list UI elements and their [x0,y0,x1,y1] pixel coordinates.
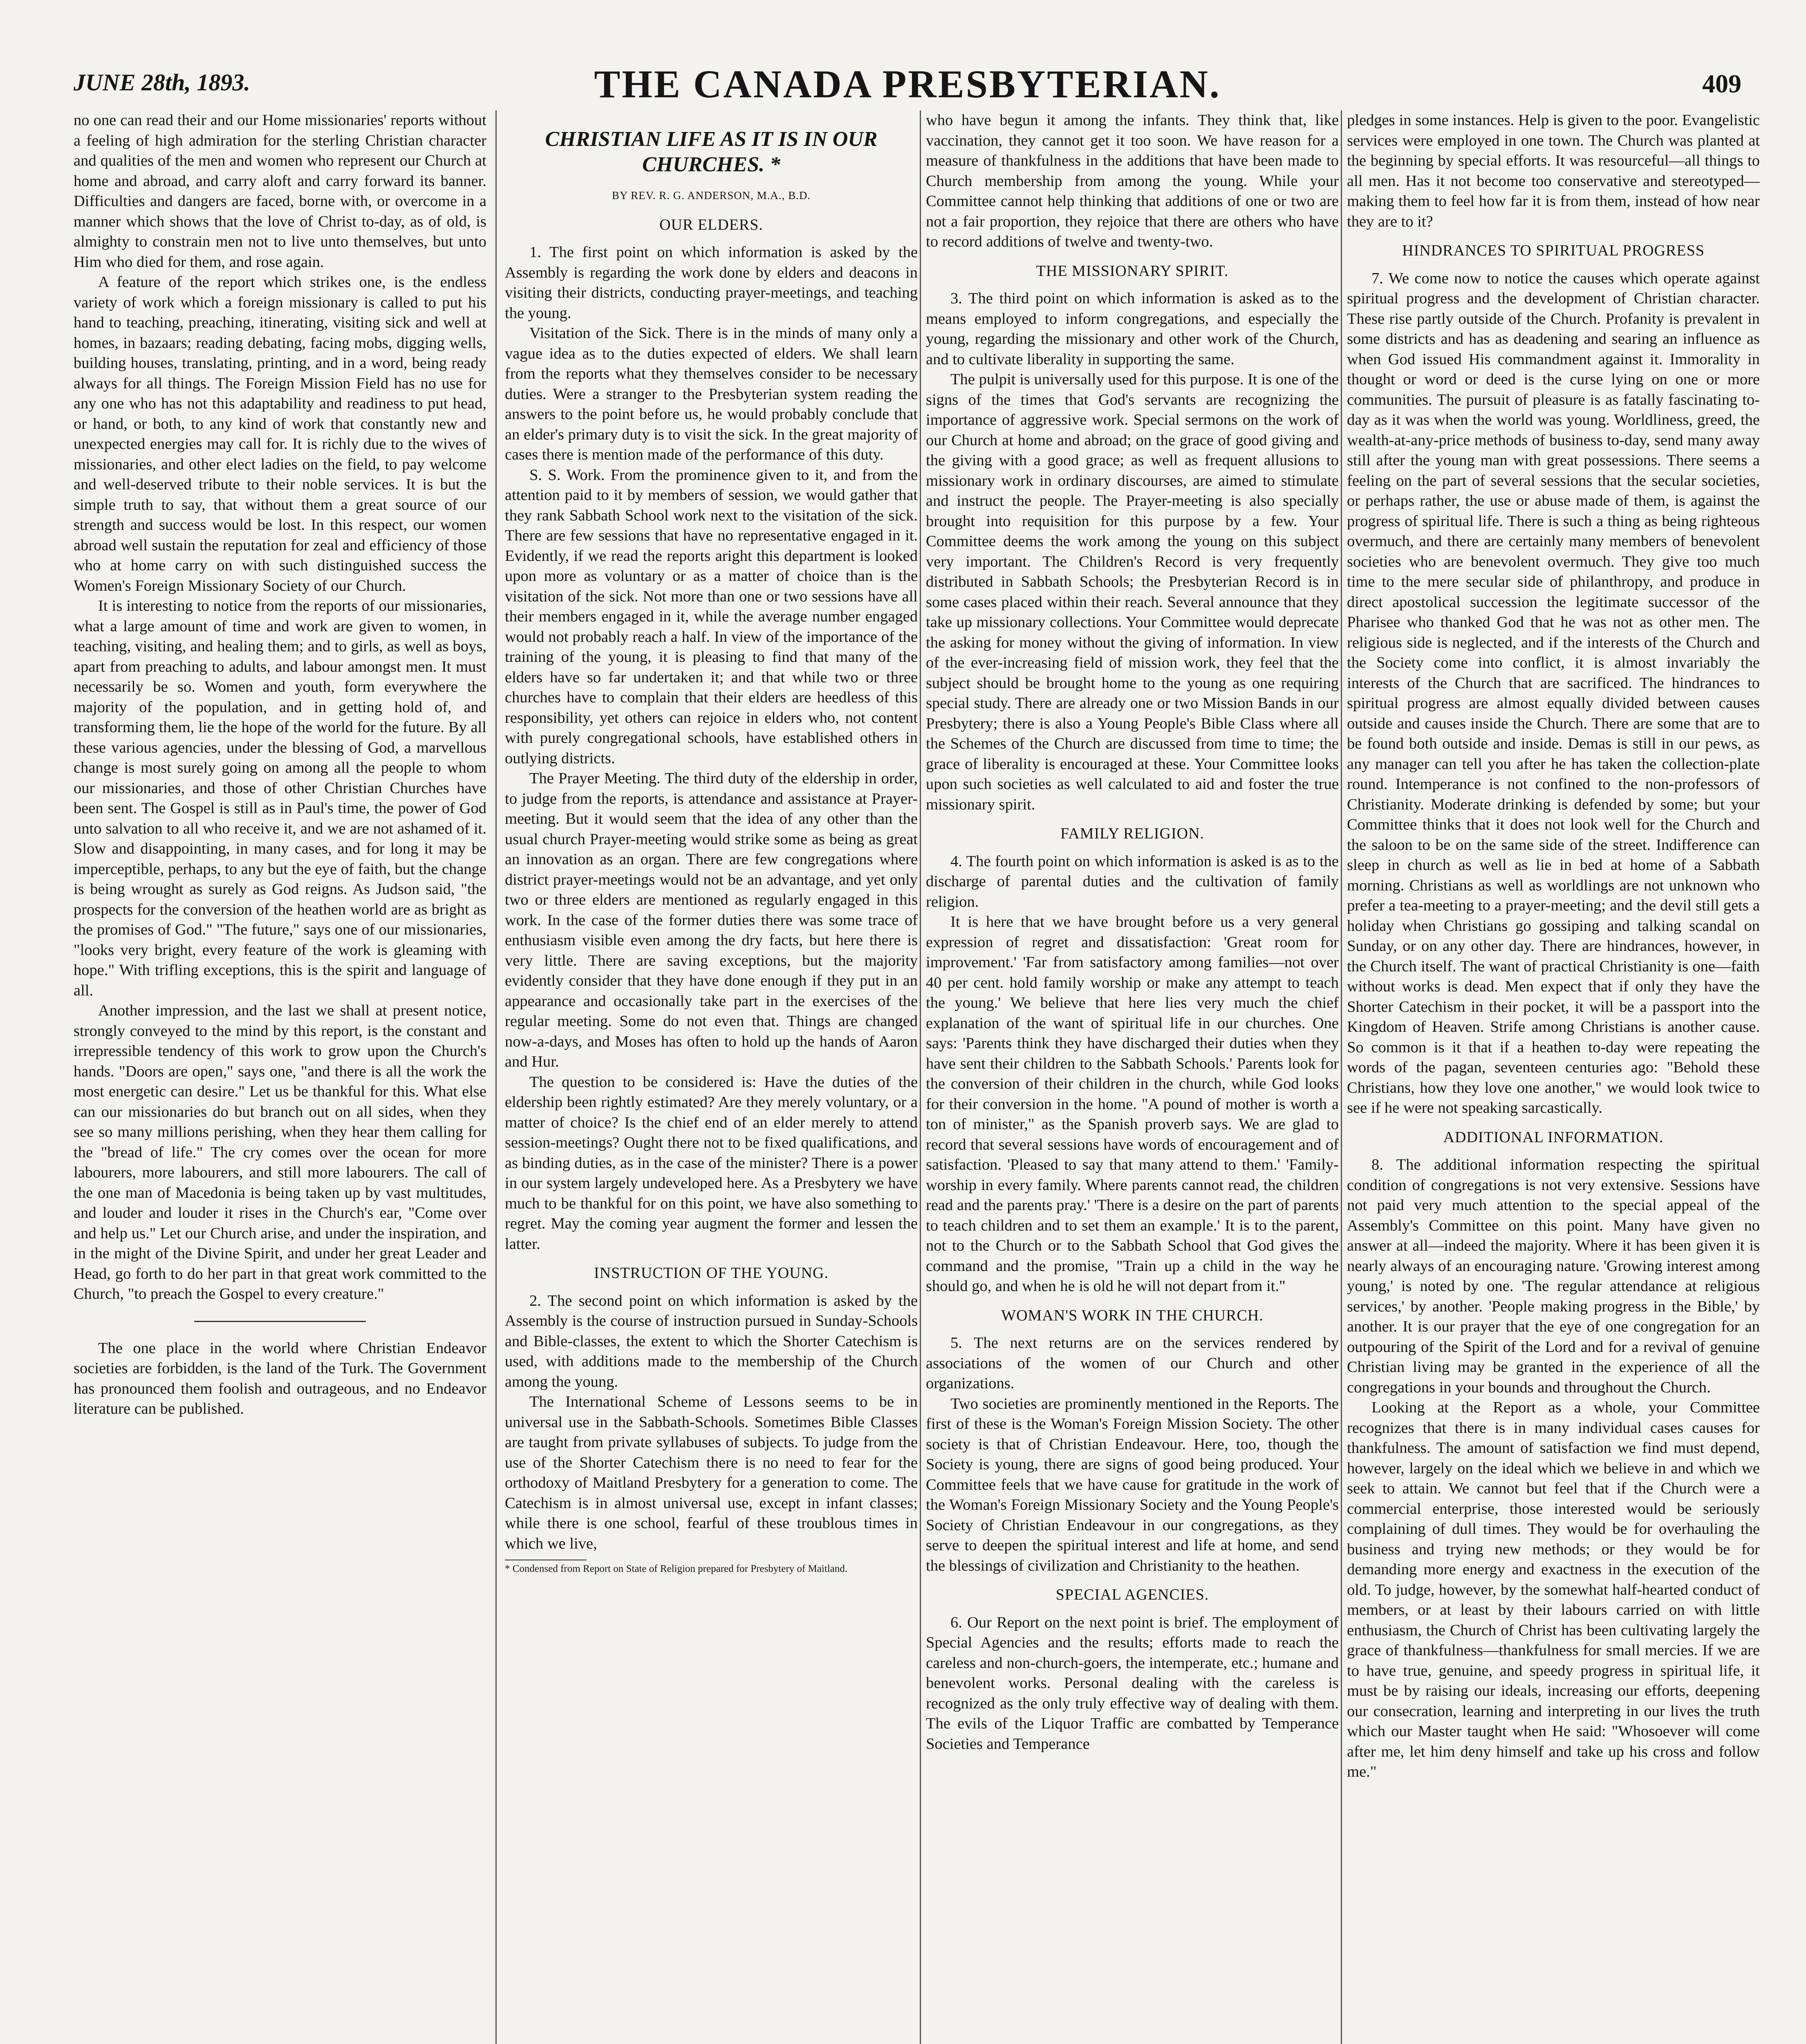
paragraph: 6. Our Report on the next point is brief. The employment of Special Agencies and the results; efforts made to reach the careless and non-church-goers, the intemperate, etc.; humane and benevolent works. Personal dealing with the careless is recognized as the only truly effective way of dealing with them. The evils of the Liquor Traffic are combatted by Temperance Societies and Temperance [926,1614,1339,1753]
paragraph: S. S. Work. From the prominence given to it, and from the attention paid to it by members of session, we would gather that they rank Sabbath School work next to the visitation of the sick. There are few sessions that have no representative engaged in it. Evidently, if we read the reports aright this department is looked upon more as voluntary or as a matter of choice than is the visitation of the sick. Not more than one or two sessions have all their members engaged in it, while the average number engaged would not probably reach a half. In view of the importance of the training of the young, it is pleasing to find that many of the elders have so far undertaken it; and that while two or three churches have to complain that their elders are heedless of this responsibility, yet others can rejoice in elders who, not content with purely congregational schools, have established others in outlying districts. [505,466,918,767]
section-rule [194,1321,366,1322]
paragraph: 8. The additional information respecting the spiritual condition of congregations is not very extensive. Sessions have not paid very much attention to the special appeal of the Assembly's Committee on this point. Many have given no answer at all—indeed the majority. Where it has been given it is nearly always of an encouraging nature. 'Growing interest among young,' is noted by one. 'The regular attendance at religious services,' by another. 'People making progress in the Bible,' by another. It is our prayer that the eye of one congregation for an outpouring of the Spirit of the Lord and for a revival of genuine Christian living may be granted in the experience of all the congregations in your bounds and throughout the Church. [1347,1156,1760,1396]
paragraph: 1. The first point on which information is asked by the Assembly is regarding the work done by elders and deacons in visiting their districts, conducting prayer-meetings, and teaching the young. [505,244,918,322]
footnote: * Condensed from Report on State of Religion prepared for Presbytery of Maitland. [505,1563,848,1574]
section-heading: THE MISSIONARY SPIRIT. [1036,262,1229,280]
paragraph: 5. The next returns are on the services rendered by associations of the women of our Church and other organizations. [926,1334,1339,1392]
column-divider [495,110,497,2044]
paragraph: It is here that we have brought before us a very general expression of regret and dissatisfaction: 'Great room for improvement.' 'Far from satisfactory among families—not over 40 per cent. hold family worship or make any attempt to teach the young.' We believe that here lies very much the chief explanation of the want of spiritual life in our churches. One says: 'Parents think they have discharged their duties when they have sent their children to the Sabbath Schools.' Parents look for the conversion of their children in the church, while God looks for their conversion in the home. "A pound of mother is worth a ton of minister," as the Spanish proverb says. We are glad to record that several sessions have words of encouragement and of satisfaction. 'Pleased to say that many attend to them.' 'Family-worship in every family. Where parents cannot read, the children read and the parents pray.' 'There is a desire on the part of parents to teach children and to set them an example.' It is to the parent, not to the Church or to the Sabbath School that God gives the command and the promise, "Train up a child in the way he should go, and when he is old he will not depart from it." [926,913,1339,1295]
page-number: 409 [1702,69,1741,98]
paragraph: The Prayer Meeting. The third duty of the eldership in order, to judge from the reports, is attendance and assistance at Prayer-meeting. But it would seem that the idea of any other than the usual church Prayer-meeting would strike some as being as great an innovation as an organ. There are few congregations where district prayer-meetings would not be an advantage, and yet only two or three elders are mentioned as regularly engaged in this work. In the case of the former duties there was some trace of enthusiasm visible even among the dry facts, but here there is very little. There are saving exceptions, but the majority evidently consider that they have done enough if they put in an appearance and occasionally take part in the exercises of the regular meeting. Some do not even that. Things are changed now-a-days, and Moses has often to hold up the hands of Aaron and Hur. [505,770,918,1070]
column-divider [920,110,921,2044]
newspaper-title: THE CANADA PRESBYTERIAN. [594,62,1221,106]
column-4 [1347,110,1760,2044]
section-heading: FAMILY RELIGION. [1060,825,1205,842]
paragraph: no one can read their and our Home missionaries' reports without a feeling of high admiration for the sterling Christian character and qualities of the men and women who represent our Church at home and abroad, and carry aloft and carry forward its banner. Difficulties and dangers are faced, borne with, or overcome in a manner which shows that the love of Christ to-day, as of old, is almighty to constrain men not to live unto themselves, but unto Him who died for them, and rose again. [74,112,486,271]
section-heading: ADDITIONAL INFORMATION. [1443,1128,1664,1146]
paragraph: who have begun it among the infants. They think that, like vaccination, they cannot get it too soon. We have reason for a measure of thankfulness in the additions that have been made to Church membership from among the young. While your Committee cannot help thinking that additions of one or two are not a fair proportion, they rejoice that there are others who have to record additions of twelve and twenty-two. [926,112,1339,250]
paragraph: Another impression, and the last we shall at present notice, strongly conveyed to the mind by this report, is the constant and irrepressible tendency of this work to grow upon the Church's hands. "Doors are open," says one, "and there is all the work the most energetic can desire." Let us be thankful for this. What else can our missionaries do but branch out on all sides, when they see so many millions perishing, when they hear them calling for the "bread of life." The cry comes over the ocean for more labourers, more labourers, and still more labourers. The call of the one man of Macedonia is being taken up by vast multitudes, and louder and louder it rises in the Church's ear, "Come over and help us." Let our Church arise, and under the inspiration, and in the might of the Divine Spirit, and under her great Leader and Head, go forth to do her part in that great work committed to the Church, "to preach the Gospel to every creature." [74,1002,486,1302]
paragraph: The International Scheme of Lessons seems to be in universal use in the Sabbath-Schools. Sometimes Bible Classes are taught from private syllabuses of subjects. To judge from the use of the Shorter Catechism there is no need to fear for the orthodoxy of Maitland Presbytery for a generation to come. The Catechism is in almost universal use, except in infant classes; while there is one school, fearful of these troublous times in which we live, [505,1393,918,1552]
masthead [74,61,1741,110]
paragraph: It is interesting to notice from the reports of our missionaries, what a large amount of time and work are given to women, in teaching, visiting, and healing them; and to girls, as well as boys, apart from preaching to adults, and labour amongst men. It must necessarily be so. Women and youth, form everywhere the majority of the population, and in getting hold of, and transforming them, lie the hope of the world for the future. By all these various agencies, under the blessing of God, a marvellous change is most surely going on among all the people to whom our missionaries, and those of other Christian Churches have been sent. The Gospel is still as in Paul's time, the power of God unto salvation to all who receive it, and we are not ashamed of it. Slow and disappointing, in many cases, and for long it may be imperceptible, perhaps, to any but the eye of faith, but the change is being wrought as surely as God reigns. As Judson said, "the prospects for the conversion of the heathen world are as bright as the promises of God." "The future," says one of our missionaries, "looks very bright, every feature of the work is gleaming with hope." With trifling exceptions, this is the spirit and language of all. [74,597,486,999]
paragraph: 2. The second point on which information is asked by the Assembly is the course of instruction pursued in Sunday-Schools and Bible-classes, the extent to which the Shorter Catechism is used, with additions made to the membership of the Church among the young. [505,1292,918,1390]
section-heading: WOMAN'S WORK IN THE CHURCH. [1001,1307,1264,1324]
paragraph: pledges in some instances. Help is given to the poor. Evangelistic services were employed in one town. The Church was planted at the beginning by special efforts. It was resourceful—all things to all men. Has it not become too conservative and stereotyped—making them to feel how far it is from them, instead of how near they are to it? [1347,112,1760,230]
section-heading: OUR ELDERS. [659,216,763,233]
column-2 [505,110,918,2044]
paragraph: Looking at the Report as a whole, your Committee recognizes that there is in many individual cases causes for thankfulness. The amount of satisfaction we find must depend, however, largely on the ideal which we believe in and which we seek to attain. We cannot but feel that if the Church were a commercial enterprise, those interested would be seriously complaining of dull times. They would be for overhauling the business and trying new methods; or they would be for demanding more energy and exactness in the execution of the old. To judge, however, by the somewhat half-hearted conduct of members, or at least by their labours carried on with little enthusiasm, the Church of Christ has been cultivating largely the grace of thankfulness—thankfulness for small mercies. If we are to have true, genuine, and speedy progress in spiritual life, it must be by raising our ideals, increasing our efforts, deepening our consecration, learning and interpreting in our lives the truth which our Master taught when He said: "Whosoever will come after me, let him deny himself and take up his cross and follow me." [1347,1399,1760,1780]
paragraph: Visitation of the Sick. There is in the minds of many only a vague idea as to the duties expected of elders. We shall learn from the reports what they themselves consider to be necessary duties. Were a stranger to the Presbyterian system reading the answers to the point before us, he would probably conclude that an elder's primary duty is to visit the sick. In the great majority of cases there is mention made of the performance of this duty. [505,325,918,463]
article-byline: BY REV. R. G. ANDERSON, M.A., B.D. [612,189,811,202]
section-heading: SPECIAL AGENCIES. [1055,1586,1209,1603]
paragraph: The pulpit is universally used for this purpose. It is one of the signs of the times that God's servants are recognizing the importance of aggressive work. Special sermons on the work of our Church at home and abroad; on the grace of good giving and the giving with a good grace; as well as frequent allusions to missionary work in ordinary discourses, are aimed to stimulate and instruct the people. The Prayer-meeting is also specially brought into requisition for this purpose by a few. Your Committee deems the work among the young on this subject very important. The Children's Record is very frequently distributed in Sabbath Schools; the Presbyterian Record is in some cases placed within their reach. Several announce that they take up missionary collections. Your Committee would deprecate the asking for money without the giving of information. In view of the ever-increasing field of mission work, they feel that the subject should be brought home to the young as one requiring special study. There are already one or two Mission Bands in our Presbytery; there is also a Young People's Bible Class where all the Schemes of the Church are discussed from time to time; the grace of liberality is encouraged at these. Your Committee looks upon such societies as well calculated to aid and foster the true missionary spirit. [926,371,1339,813]
column-3 [926,110,1339,2044]
article-title: CHRISTIAN LIFE AS IT IS IN OUR CHURCHES. * [545,128,878,176]
paragraph: The one place in the world where Christian Endeavor societies are forbidden, is the land of the Turk. The Government has pronounced them foolish and outrageous, and no Endeavor literature can be published. [74,1339,486,1417]
paragraph: Two societies are prominently mentioned in the Reports. The first of these is the Woman's Foreign Mission Society. The other society is that of Christian Endeavour. Here, too, though the Society is young, there are signs of good being produced. Your Committee feels that we have cause for gratitude in the work of the Woman's Foreign Missionary Society and the Young People's Society of Christian Endeavour in our congregations, as they serve to deepen the spiritual interest and life at home, and send the blessings of civilization and Christianity to the heathen. [926,1395,1339,1574]
paragraph: 3. The third point on which information is asked as to the means employed to inform congregations, and especially the young, regarding the missionary and other work of the Church, and to cultivate liberality in supporting the same. [926,290,1339,368]
section-heading: INSTRUCTION OF THE YOUNG. [594,1264,829,1282]
paragraph: 4. The fourth point on which information is asked is as to the discharge of parental duties and the cultivation of family religion. [926,852,1339,910]
paragraph: The question to be considered is: Have the duties of the eldership been rightly estimated? Are they merely voluntary, or a matter of choice? Is the chief end of an elder merely to attend session-meetings? Ought there not to be fixed qualifications, and as binding duties, as in the case of the minister? There is a power in our system largely undeveloped here. As a Presbytery we have much to be thankful for on this point, we have also something to regret. May the coming year augment the former and lessen the latter. [505,1073,918,1253]
paragraph: 7. We come now to notice the causes which operate against spiritual progress and the development of Christian character. These rise partly outside of the Church. Profanity is prevalent in some districts and has as deadening and searing an influence as when God issued His commandment against it. Immorality in thought or word or deed is the curse lying on one or more communities. The pursuit of pleasure is as fatally fascinating to-day as it was when the world was young. Worldliness, greed, the wealth-at-any-price methods of business to-day, send many away still after the young man with great possessions. There seems a feeling on the part of several sessions that the secular societies, or perhaps rather, the use or abuse made of them, is against the progress of spiritual life. There is such a thing as being righteous overmuch, and there are certainly many members of benevolent societies who are benevolent overmuch. They give too much time to the mere secular side of philanthropy, and produce in direct apostolical succession the legitimate successor of the Pharisee who thanked God that he was not as other men. The religious side is neglected, and if the interests of the Church and the Society come into conflict, it is almost invariably the interests of the Church that are sacrificed. The hindrances to spiritual progress are almost equally divided between causes outside and causes inside the Church. There are some that are to be found both outside and inside. Demas is still in our pews, as any manager can tell you after he has taken the collection-plate round. Intemperance is not confined to the non-professors of Christianity. Moderate drinking is defended by some; but your Committee thinks that it does not look well for the Church and the saloon to be on the same side of the street. Indifference can sleep in church as well as lie in bed at home of a Sabbath morning. Christians as well as worldlings are not unknown who prefer a tea-meeting to a prayer-meeting; and the devil still gets a holiday when Christians go gossiping and talking scandal on Sunday, or on any other day. There are hindrances, however, in the Church itself. The want of practical Christianity is one—faith without works is dead. Men expect that if only they have the Shorter Catechism in their pocket, it will be a passport into the Kingdom of Heaven. Strife among Christians is another cause. So common is it that if a heathen to-day were repeating the words of the pagan, seventeen centuries ago: "Behold these Christians, how they love one another," we would look twice to see if he were not speaking sarcastically. [1347,269,1760,1116]
column-divider [1341,110,1342,2044]
column-1 [74,110,486,2044]
issue-date: JUNE 28th, 1893. [74,69,250,96]
section-heading: HINDRANCES TO SPIRITUAL PROGRESS [1402,242,1705,259]
paragraph: A feature of the report which strikes one, is the endless variety of work which a foreign missionary is called to put his hand to teaching, preaching, itinerating, visiting sick and well at homes, in bazaars; reading debating, facing mobs, digging wells, building houses, translating, printing, and in a word, being ready always for all things. The Foreign Mission Field has no use for any one who has not this adaptability and readiness to put head, or hand, or both, to any kind of work that constantly new and unexpected energies may call for. It is richly due to the wives of missionaries, and other elect ladies on the field, to pay welcome and well-deserved tribute to their noble services. It is but the simple truth to say, that without them a great source of our strength and success would be lost. In this respect, our women abroad well sustain the reputation for zeal and efficiency of those who at home carry on with such distinguished success the Women's Foreign Missionary Society of our Church. [74,273,486,594]
